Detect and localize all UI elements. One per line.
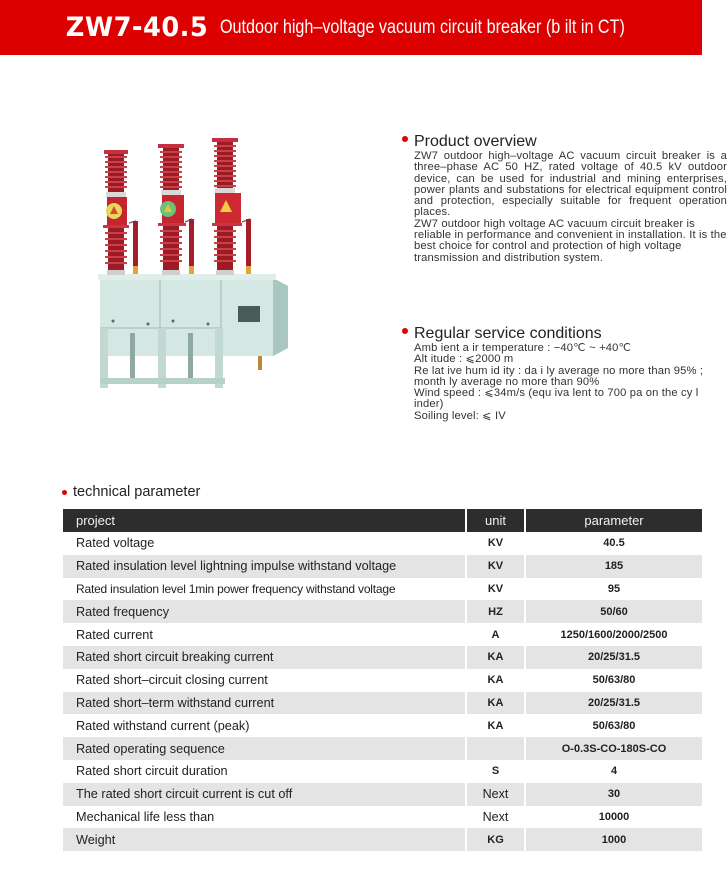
cell-parameter: 10000 bbox=[598, 810, 630, 823]
cell-unit: S bbox=[465, 760, 526, 783]
cell-parameter: 40.5 bbox=[603, 537, 625, 550]
overview-paragraph: ZW7 outdoor high voltage AC vacuum circuit breaker is reliable in performance and convenient in installation. It is the best choice for control and protection of high voltage transmission and distribution system. bbox=[414, 217, 727, 264]
cell-unit: KA bbox=[465, 692, 526, 715]
cell-parameter: 185 bbox=[526, 555, 702, 578]
overview-paragraph: ZW7 outdoor high–voltage AC vacuum circuit breaker is a three–phase AC 50 HZ, rated voltage of 40.5 kV outdoor device, can be used for industrial and mining enterprises, power plants and substations for electrical equipment control and protection, especially suitable for frequent operation places. bbox=[414, 150, 727, 219]
column-header-project: project bbox=[63, 509, 465, 532]
technical-parameter-table bbox=[63, 509, 702, 851]
cell-parameter: 20/25/31.5 bbox=[526, 692, 702, 715]
table-row bbox=[63, 600, 702, 623]
table-row bbox=[63, 578, 702, 601]
cell-unit: KA bbox=[465, 714, 526, 737]
cell-unit: KV bbox=[465, 555, 526, 578]
product-model: ZW7-40.5 bbox=[65, 12, 209, 43]
cell-project: Rated insulation level 1min power frequency withstand voltage bbox=[76, 581, 396, 596]
condition-relative-humidity: Re lat ive hum id ity : da i ly average no more than 95% ; month ly average no more than 90% bbox=[414, 364, 704, 388]
cell-parameter: 1000 bbox=[526, 828, 702, 851]
condition-altitude: Alt itude : ⩽2000 m bbox=[414, 353, 514, 366]
cell-project: Weight bbox=[63, 828, 465, 851]
cell-parameter: 30 bbox=[526, 783, 702, 806]
condition-soiling-level: Soiling level: ⩽ IV bbox=[414, 409, 506, 422]
cell-parameter: 1250/1600/2000/2500 bbox=[560, 628, 668, 641]
table-row bbox=[63, 714, 702, 737]
product-overview-section bbox=[402, 133, 727, 264]
cell-parameter: 50/63/80 bbox=[592, 674, 636, 687]
product-overview-text bbox=[414, 151, 727, 264]
product-image bbox=[88, 138, 310, 388]
cell-project: Rated short circuit breaking current bbox=[63, 646, 465, 669]
service-conditions-title: Regular service conditions bbox=[414, 325, 602, 342]
service-conditions-heading bbox=[402, 325, 727, 343]
nameplate bbox=[238, 306, 260, 322]
product-overview-heading bbox=[402, 133, 727, 151]
table-row bbox=[63, 783, 702, 806]
table-row bbox=[63, 806, 702, 829]
technical-parameter-title: technical parameter bbox=[73, 484, 201, 500]
bullet-icon bbox=[402, 328, 408, 334]
table-row bbox=[63, 646, 702, 669]
cell-project: Rated withstand current (peak) bbox=[76, 718, 250, 733]
cell-parameter: O-0.3S-CO-180S-CO bbox=[526, 737, 702, 760]
pole-3 bbox=[212, 138, 251, 275]
circuit-breaker-illustration bbox=[98, 138, 288, 388]
cell-project: Rated voltage bbox=[76, 536, 155, 551]
column-header-parameter: parameter bbox=[526, 509, 702, 532]
cell-parameter: 50/60 bbox=[526, 600, 702, 623]
bullet-icon bbox=[62, 490, 67, 495]
cell-parameter: 4 bbox=[610, 765, 618, 778]
cell-project: Rated insulation level lightning impulse withstand voltage bbox=[63, 555, 465, 578]
table-row bbox=[63, 669, 702, 692]
cell-project: Rated short–term withstand current bbox=[63, 692, 465, 715]
product-subtitle: Outdoor high–voltage vacuum circuit breaker (b ilt in CT) bbox=[219, 16, 625, 38]
cell-project: Rated operating sequence bbox=[63, 737, 465, 760]
pole-2 bbox=[158, 144, 194, 275]
cell-unit: KA bbox=[465, 669, 526, 692]
table-row bbox=[63, 532, 702, 555]
table-row bbox=[63, 555, 702, 578]
table-row bbox=[63, 828, 702, 851]
cell-unit: KG bbox=[465, 828, 526, 851]
service-conditions-list bbox=[414, 343, 727, 422]
cell-unit: Next bbox=[465, 806, 526, 829]
table-row bbox=[63, 737, 702, 760]
cell-project: Rated frequency bbox=[63, 600, 465, 623]
table-row bbox=[63, 623, 702, 646]
table-row bbox=[63, 692, 702, 715]
cell-parameter: 95 bbox=[607, 582, 621, 595]
cell-project: Mechanical life less than bbox=[76, 809, 215, 824]
title-banner bbox=[0, 0, 702, 55]
pole-1 bbox=[103, 150, 138, 275]
technical-parameter-heading bbox=[62, 483, 200, 501]
cell-project: Rated short circuit duration bbox=[76, 764, 228, 779]
cell-unit: HZ bbox=[465, 600, 526, 623]
cell-unit: KV bbox=[465, 578, 526, 601]
table-header-row bbox=[63, 509, 702, 532]
cell-unit: Next bbox=[465, 783, 526, 806]
cell-unit bbox=[465, 737, 526, 760]
cell-parameter: 50/63/80 bbox=[592, 719, 636, 732]
cell-parameter: 20/25/31.5 bbox=[526, 646, 702, 669]
cell-unit: KA bbox=[465, 646, 526, 669]
condition-wind-speed: Wind speed : ⩽34m/s (equ iva lent to 700 pa on the cy l inder) bbox=[414, 387, 699, 411]
service-conditions-section bbox=[402, 325, 727, 422]
table-body bbox=[63, 532, 702, 851]
cell-unit: KV bbox=[465, 532, 526, 555]
cell-project: The rated short circuit current is cut off bbox=[63, 783, 465, 806]
column-header-unit: unit bbox=[465, 509, 526, 532]
cabinet-side bbox=[273, 278, 288, 356]
cell-project: Rated short–circuit closing current bbox=[76, 673, 268, 688]
cell-project: Rated current bbox=[76, 627, 153, 642]
table-row bbox=[63, 760, 702, 783]
bullet-icon bbox=[402, 136, 408, 142]
condition-ambient-temperature: Amb ient a ir temperature : −40℃ ~ +40℃ bbox=[414, 342, 632, 354]
product-overview-title: Product overview bbox=[414, 133, 537, 150]
cell-unit: A bbox=[465, 623, 526, 646]
